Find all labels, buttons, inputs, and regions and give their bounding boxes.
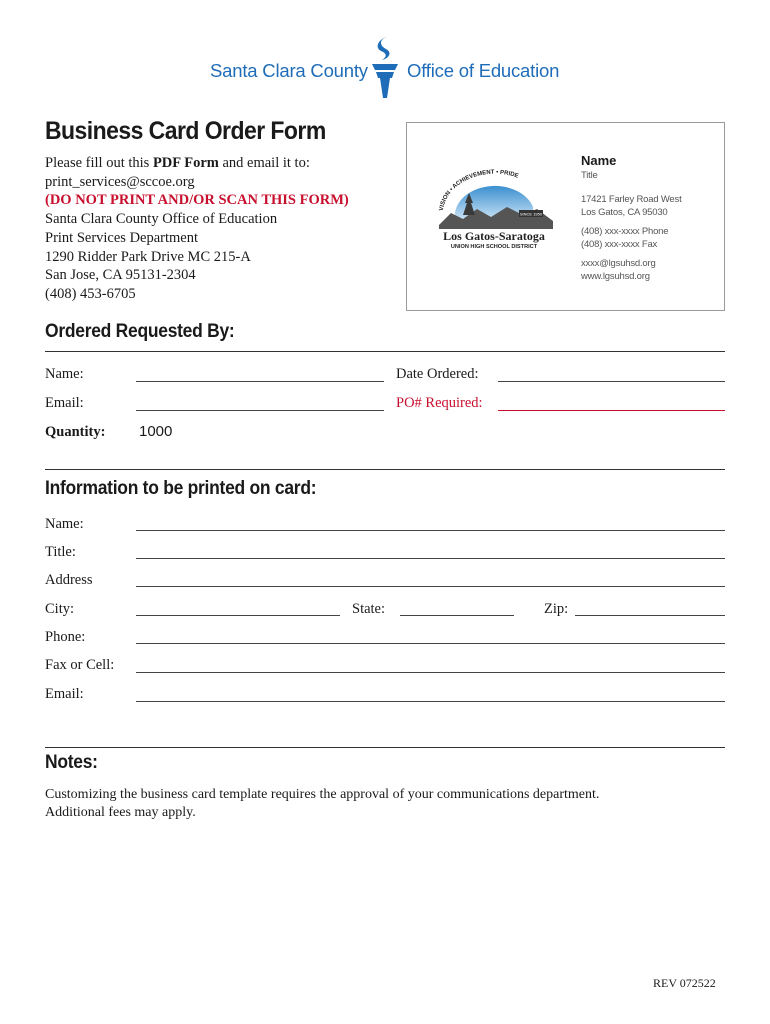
torch-icon: [366, 34, 404, 100]
order-email-field[interactable]: [136, 410, 384, 411]
info-state-field[interactable]: [400, 615, 514, 616]
logo-since: SINCE 1950: [519, 211, 543, 217]
address-line: Print Services Department: [45, 229, 199, 246]
info-address-label: Address: [45, 572, 93, 588]
card-info-heading: Information to be printed on card:: [45, 478, 317, 499]
card-web: www.lgsuhsd.org: [581, 271, 650, 282]
notes-heading: Notes:: [45, 752, 98, 773]
card-email: xxxx@lgsuhsd.org: [581, 258, 656, 269]
intro-bold: PDF Form: [152, 155, 219, 171]
date-ordered-field[interactable]: [498, 381, 725, 382]
card-name: Name: [581, 153, 617, 168]
org-name-right: Office of Education: [407, 60, 560, 81]
order-email-label: Email:: [45, 395, 84, 411]
ordered-by-heading: Ordered Requested By:: [45, 321, 235, 342]
address-line: 1290 Ridder Park Drive MC 215-A: [45, 248, 251, 265]
intro-suffix: and email it to:: [218, 155, 310, 171]
info-fax-field[interactable]: [136, 672, 725, 673]
org-name-left: Santa Clara County: [210, 60, 368, 81]
order-name-field[interactable]: [136, 381, 384, 382]
logo-arc-text: VISION • ACHIEVEMENT • PRIDE: [438, 169, 520, 212]
order-name-label: Name:: [45, 366, 84, 382]
po-number-field[interactable]: [498, 410, 725, 411]
section-divider: [45, 469, 725, 470]
card-fax: (408) xxx-xxxx Fax: [581, 239, 658, 250]
header-logo: [0, 34, 770, 100]
info-state-label: State:: [352, 601, 386, 617]
quantity-label: Quantity:: [45, 424, 106, 440]
notes-line: Customizing the business card template requires the approval of your communications department.: [45, 787, 600, 802]
info-email-label: Email:: [45, 686, 84, 702]
card-address2: Los Gatos, CA 95030: [581, 207, 668, 218]
po-required-label: PO# Required:: [396, 395, 483, 411]
address-line: San Jose, CA 95131-2304: [45, 267, 196, 284]
info-city-field[interactable]: [136, 615, 340, 616]
section-divider: [45, 351, 725, 352]
logo-name: Los Gatos-Saratoga: [443, 229, 545, 243]
notes-text: [45, 786, 599, 821]
info-fax-label: Fax or Cell:: [45, 657, 115, 673]
info-phone-label: Phone:: [45, 629, 86, 645]
card-title: Title: [581, 170, 598, 181]
quantity-field[interactable]: 1000: [139, 423, 173, 440]
info-name-field[interactable]: [136, 530, 725, 531]
intro-line: [45, 154, 349, 173]
info-phone-field[interactable]: [136, 643, 725, 644]
info-zip-field[interactable]: [575, 615, 725, 616]
submission-email[interactable]: print_services@sccoe.org: [45, 173, 195, 190]
address-line: Santa Clara County Office of Education: [45, 211, 278, 228]
warning-text: (DO NOT PRINT AND/OR SCAN THIS FORM): [45, 192, 349, 209]
revision-code: REV 072522: [653, 976, 716, 990]
info-title-field[interactable]: [136, 558, 725, 559]
info-title-label: Title:: [45, 544, 76, 560]
logo-sub: UNION HIGH SCHOOL DISTRICT: [450, 244, 538, 250]
info-email-field[interactable]: [136, 701, 725, 702]
business-card-preview: [406, 122, 725, 311]
intro-prefix: Please fill out this: [45, 155, 153, 171]
card-phone: (408) xxx-xxxx Phone: [581, 226, 669, 237]
info-name-label: Name:: [45, 516, 84, 532]
card-address1: 17421 Farley Road West: [581, 194, 682, 205]
date-ordered-label: Date Ordered:: [396, 366, 479, 382]
page-title: Business Card Order Form: [45, 117, 326, 145]
submission-info: [45, 154, 349, 304]
section-divider: [45, 747, 725, 748]
address-line: (408) 453-6705: [45, 285, 136, 302]
district-logo: [429, 163, 559, 251]
info-zip-label: Zip:: [544, 601, 569, 617]
notes-line: Additional fees may apply.: [45, 804, 196, 820]
info-address-field[interactable]: [136, 586, 725, 587]
info-city-label: City:: [45, 601, 75, 617]
